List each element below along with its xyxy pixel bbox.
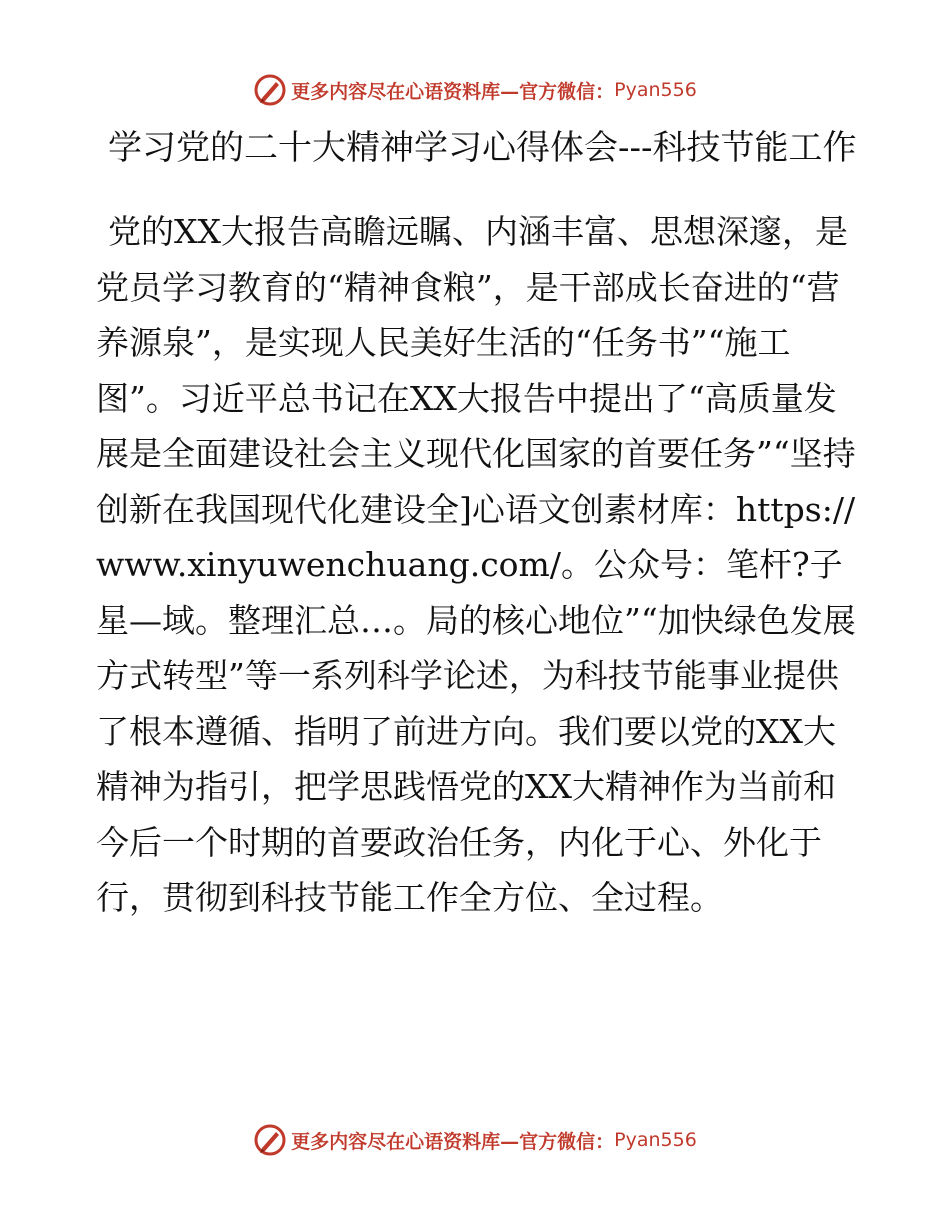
wechat-id: Pyan556 [614, 79, 697, 101]
document-body [96, 120, 866, 926]
banner-text: 更多内容尽在心语资料库—官方微信： [291, 1130, 615, 1153]
wechat-id: Pyan556 [614, 1129, 697, 1151]
footer-banner [0, 1120, 950, 1160]
header-banner [0, 70, 950, 110]
pen-logo-icon [253, 73, 287, 107]
banner-text: 更多内容尽在心语资料库—官方微信： [291, 80, 615, 103]
pen-logo-icon [253, 1123, 287, 1157]
body-paragraph: 党的XX大报告高瞻远瞩、内涵丰富、思想深邃，是党员学习教育的“精神食粮”，是干部成长奋进的“营养源泉”，是实现人民美好生活的“任务书”“施工图”。习近平总书记在XX大报告中提出了“高质量发展是全面建设社会主义现代化国家的首要任务”“坚持创新在我国现代化建设全]心语文创素材库：https://www.xinyuwenchuang.com/。公众号：笔杆?子星—域。整理汇总…。局的核心地位”“加快绿色发展方式转型”等一系列科学论述，为科技节能事业提供了根本遵循、指明了前进方向。我们要以党的XX大精神为指引，把学思践悟党的XX大精神作为当前和今后一个时期的首要政治任务，内化于心、外化于行，贯彻到科技节能工作全方位、全过程。 [96, 212, 856, 917]
document-title: 学习党的二十大精神学习心得体会---科技节能工作 [108, 128, 857, 168]
